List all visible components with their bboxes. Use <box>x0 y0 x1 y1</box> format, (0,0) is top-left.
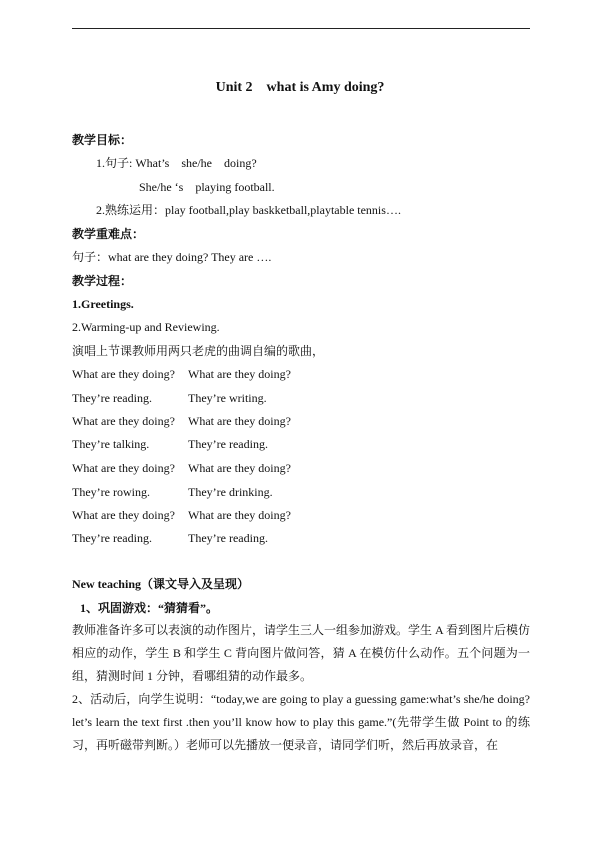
song-line-a: What are they doing? <box>72 367 175 381</box>
song-line-b: They’re reading. <box>188 531 268 545</box>
step-greetings: 1.Greetings. <box>72 297 134 311</box>
song-line-b: What are they doing? <box>188 367 291 381</box>
process-heading: 教学过程： <box>72 274 133 288</box>
song-line-a: What are they doing? <box>72 414 175 428</box>
song-line-b: They’re drinking. <box>188 485 273 499</box>
song-line-b: They’re writing. <box>188 391 267 405</box>
new-teaching-heading: New teaching（课文导入及呈现） <box>72 577 249 591</box>
game-description: 教师准备许多可以表演的动作图片，请学生三人一组参加游戏。学生 A 看到图片后模仿相应的动作，学生 B 和学生 C 背向图片做问答，猜 A 在模仿什么动作。五个问题为一组，猜测时间 1 分钟，看哪组猜的动作最多。 <box>72 623 531 683</box>
difficulty-text: 句子：what are they doing? They are …. <box>72 250 272 264</box>
step-warming-up: 2.Warming-up and Reviewing. <box>72 320 220 334</box>
song-intro: 演唱上节课教师用两只老虎的曲调自编的歌曲， <box>72 344 325 358</box>
song-line-a: They’re reading. <box>72 531 152 545</box>
song-line-a: They’re reading. <box>72 391 152 405</box>
song-line-a: What are they doing? <box>72 461 175 475</box>
goal-sentence-answer: She/he ‘s playing football. <box>139 180 275 194</box>
song-line-a: They’re rowing. <box>72 485 150 499</box>
page-title: Unit 2 what is Amy doing? <box>215 80 385 95</box>
goals-heading: 教学目标： <box>72 133 133 147</box>
song-line-a: They’re talking. <box>72 437 150 451</box>
header-rule <box>72 28 530 29</box>
difficulty-heading: 教学重难点： <box>72 227 145 241</box>
goal-phrases: 2.熟练运用：play football,play baskketball,playtable tennis…. <box>96 203 401 217</box>
activity-description: 2、活动后，向学生说明：“today,we are going to play a guessing game:what’s she/he doing?let’s learn the text first .then you’ll know how to play this game.”(先带学生做 Point to 的练习，再听磁带判断。）老师可以先播放一便录音，请同学们听，然后再放录音，在 <box>72 692 530 752</box>
song-line-b: They’re reading. <box>188 437 268 451</box>
game-heading: 1、巩固游戏：“猜猜看”。 <box>80 601 219 615</box>
song-line-a: What are they doing? <box>72 508 175 522</box>
song-line-b: What are they doing? <box>188 461 291 475</box>
song-line-b: What are they doing? <box>188 414 291 428</box>
song-line-b: What are they doing? <box>188 508 291 522</box>
goal-sentence-question: 1.句子: What’s she/he doing? <box>96 156 257 170</box>
